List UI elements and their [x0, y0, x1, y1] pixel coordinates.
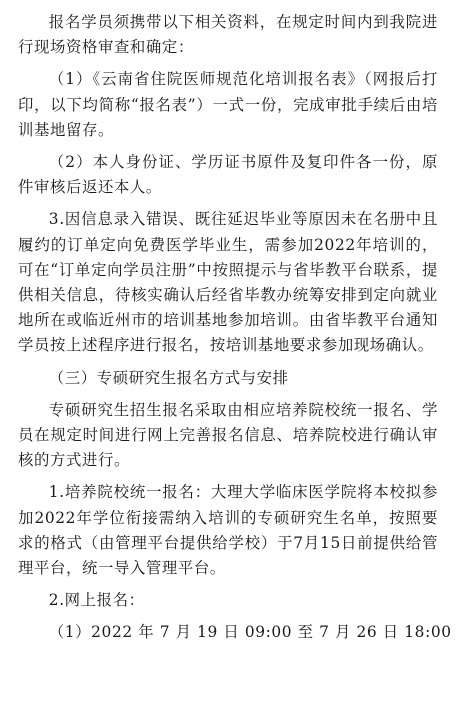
paragraph-id-and-diploma: （2）本人身份证、学历证书原件及复印件各一份，原件审核后返还本人。 [18, 153, 438, 197]
paragraph-registration-time-range: （1）2022 年 7 月 19 日 09:00 至 7 月 26 日 18:00 [48, 623, 452, 642]
paragraph-item-1-unified-registration: 1.培养院校统一报名：大理大学临床医学院将本校拟参加2022年学位衔接需纳入培训的专硕研究生名单，按照要求的格式（由管理平台提供给学校）于7月15日前提供给管理平台，统一导入管理平台。 [18, 483, 438, 578]
paragraph-item-2-online-registration: 2.网上报名： [48, 591, 145, 610]
section-heading-professional-master: （三）专硕研究生报名方式与安排 [48, 368, 289, 387]
paragraph-item-3-order-directed-graduates: 3.因信息录入错误、既往延迟毕业等原因未在名册中且履约的订单定向免费医学毕业生，需参加2022年培训的，可在“订单定向学员注册”中按照提示与省毕教平台联系，提供相关信息，待核实确认后经省毕教办统筹安排到定向就业地所在或临近州市的培训基地参加培训。由省毕教平台通知学员按上述程序进行报名，按培训基地要求参加现场确认。 [18, 210, 438, 355]
paragraph-registration-form: （1）《云南省住院医师规范化培训报名表》（网报后打印，以下均简称“报名表”）一式一份，完成审批手续后由培训基地留存。 [18, 70, 438, 139]
paragraph-required-materials-intro: 报名学员须携带以下相关资料，在规定时间内到我院进行现场资格审查和确定： [18, 13, 438, 57]
paragraph-professional-master-method: 专硕研究生招生报名采取由相应培养院校统一报名、学员在规定时间进行网上完善报名信息、培养院校进行确认审核的方式进行。 [18, 400, 438, 470]
